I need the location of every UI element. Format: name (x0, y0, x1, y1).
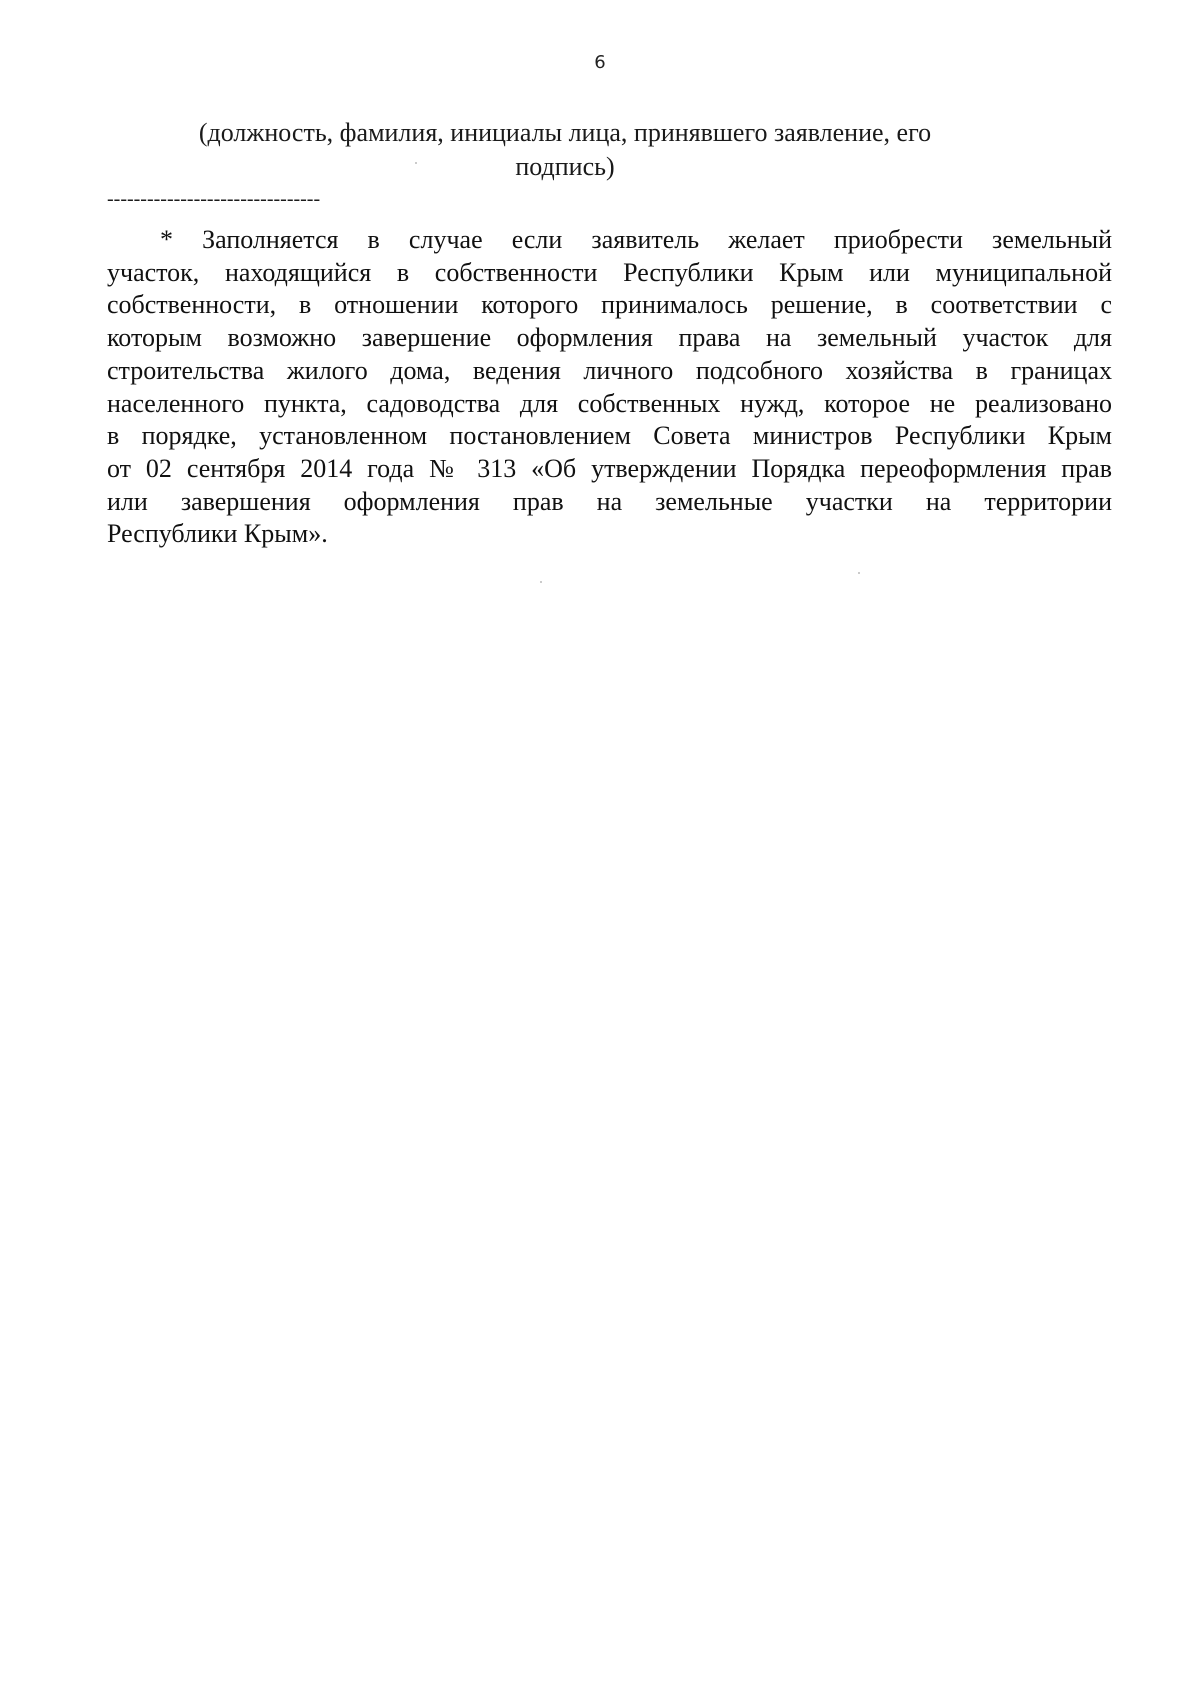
footnote-line: собственности, в отношении которого принималось решение, в соответствии с (107, 290, 1112, 320)
footnote-separator: -------------------------------- (107, 188, 321, 210)
scan-speck (858, 572, 860, 574)
footnote-line: участок, находящийся в собственности Республики Крым или муниципальной (107, 257, 1112, 287)
footnote-line: населенного пункта, садоводства для собственных нужд, которое не реализовано (107, 388, 1112, 418)
footnote-line: в порядке, установленном постановлением Совета министров Республики Крым (107, 421, 1112, 451)
footnote-line: Республики Крым». (107, 519, 328, 549)
signature-caption (150, 116, 980, 184)
footnote-line: от 02 сентября 2014 года № 313 «Об утверждении Порядка переоформления прав (107, 453, 1112, 483)
footnote (107, 224, 1112, 551)
footnote-line: * Заполняется в случае если заявитель желает приобрести земельный (160, 225, 1112, 254)
scan-speck (415, 162, 417, 164)
footnote-line: которым возможно завершение оформления права на земельный участок для (107, 323, 1112, 353)
scan-speck (540, 581, 542, 583)
page-number: 6 (594, 52, 606, 73)
footnote-line: или завершения оформления прав на земельные участки на территории (107, 486, 1112, 516)
footnote-line: строительства жилого дома, ведения личного подсобного хозяйства в границах (107, 355, 1112, 385)
caption-line: подпись) (515, 152, 615, 181)
caption-line: (должность, фамилия, инициалы лица, принявшего заявление, его (198, 118, 932, 147)
